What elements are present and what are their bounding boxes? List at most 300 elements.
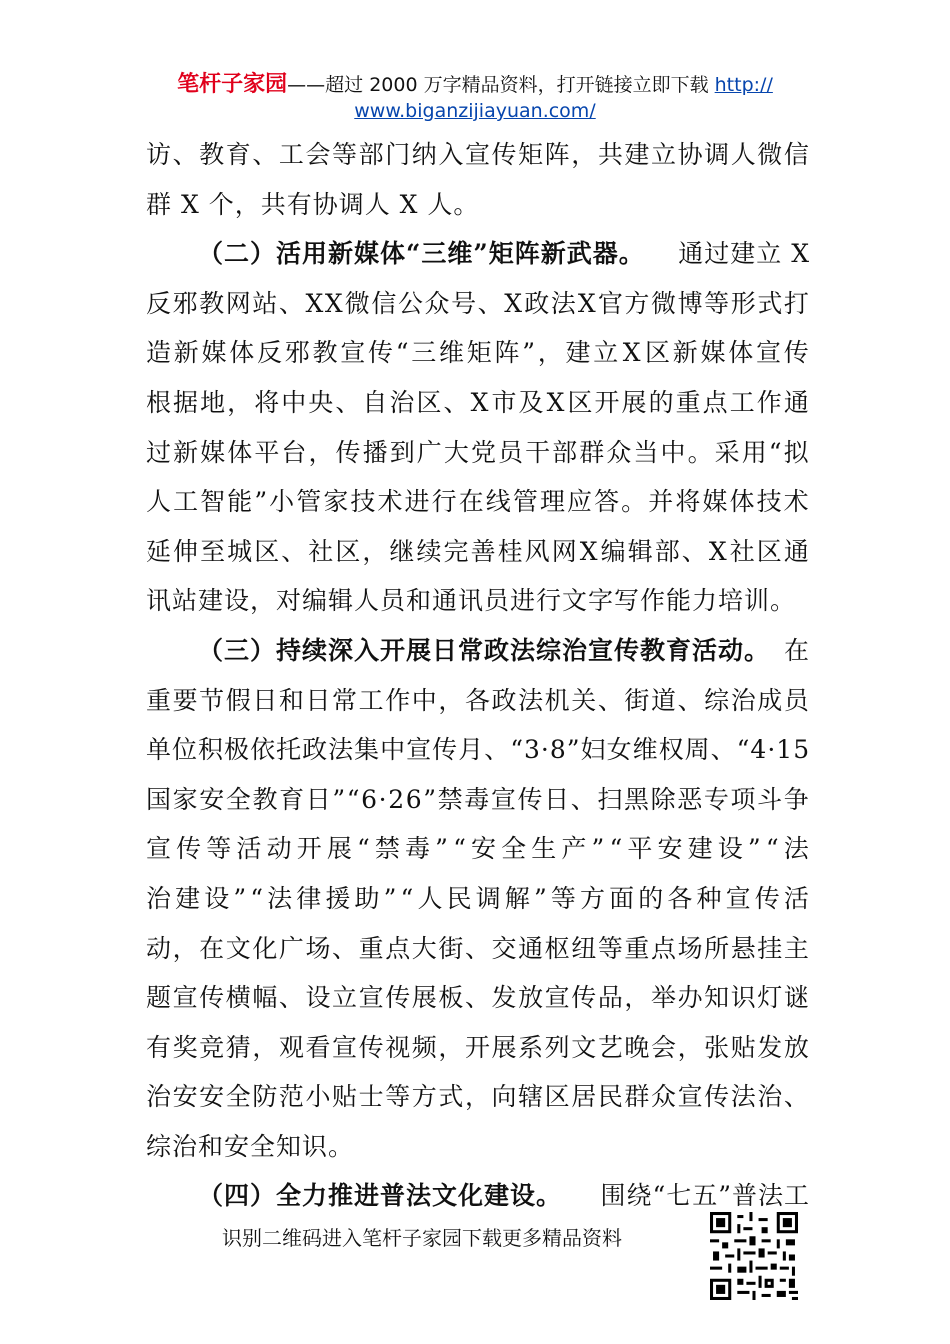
line-char: X [504, 288, 524, 318]
line-char: 工 [729, 387, 756, 417]
line-char: 在 [458, 487, 485, 517]
line-char: 各 [667, 883, 694, 913]
line-char: 看 [305, 1032, 332, 1062]
line-char: 教 [199, 140, 226, 169]
line-char: 日 [544, 784, 571, 814]
line-char: 善 [470, 536, 497, 566]
line-char: 办 [677, 983, 704, 1013]
line-char: 、 [477, 288, 504, 318]
line-char: 在 [199, 933, 226, 963]
line-char: 区 [416, 387, 443, 417]
text-line [146, 477, 810, 527]
line-char: 、 [443, 387, 470, 417]
line-char: 伸 [173, 536, 200, 566]
line-char: 协 [677, 140, 704, 169]
line-char: 术 [783, 487, 810, 517]
line-char: ” [566, 735, 581, 765]
line-char: 种 [696, 883, 723, 913]
line-char: 奖 [172, 1032, 199, 1062]
text-line [146, 576, 810, 626]
line-char: 展 [491, 1032, 518, 1062]
line-char: 门 [385, 140, 412, 169]
line-char: 作 [756, 387, 783, 417]
text-line [146, 180, 810, 230]
line-char: 文 [571, 1032, 598, 1062]
line-char: 、 [464, 933, 491, 963]
line-char: 传 [517, 784, 544, 814]
line-char: 媒 [700, 338, 727, 368]
line-char: 工 [173, 487, 200, 517]
header-link-part2[interactable]: www.biganzijiayuan.com/ [354, 100, 596, 122]
line-char: 日 [252, 685, 279, 715]
line-char: 政 [524, 288, 551, 318]
line-char: 干 [525, 437, 552, 467]
line-char: 完 [443, 536, 470, 566]
line-char: 展 [326, 834, 353, 864]
line-char: 重 [675, 387, 702, 417]
line-char: 、 [710, 735, 737, 765]
line-char: 宣 [677, 1082, 704, 1112]
line-char: 、 [335, 387, 362, 417]
line-char: 央 [308, 387, 335, 417]
line-char: 宣 [172, 983, 199, 1013]
text-line [146, 725, 810, 775]
line-char: 部 [654, 536, 681, 566]
text-line [146, 328, 810, 378]
line-char: 观 [278, 1032, 305, 1062]
line-char: 、 [484, 735, 511, 765]
line-char: 人 [417, 883, 444, 913]
line-char: 教 [252, 784, 279, 814]
line-char: 助 [354, 883, 381, 913]
line-char: 传 [385, 983, 412, 1013]
line-char: 调 [704, 140, 731, 169]
line-char: 有 [146, 1032, 173, 1062]
line-char: 桂 [497, 536, 524, 566]
line-char: 点 [702, 387, 729, 417]
line-char: 安 [172, 1082, 199, 1112]
line-char: 政 [302, 735, 329, 765]
line-char: 式 [438, 1082, 465, 1112]
line-char: 发 [757, 1032, 784, 1062]
line-char: 立 [332, 983, 359, 1013]
line-char: 信 [371, 288, 398, 318]
line-char: 专 [703, 784, 730, 814]
line-char: ” [254, 487, 269, 517]
line-char: 法 [267, 883, 294, 913]
line-char: “ [250, 883, 265, 913]
line-char: 开 [296, 834, 323, 864]
line-char: 街 [624, 685, 651, 715]
line-char: ” [747, 834, 762, 864]
line-char: 部 [552, 437, 579, 467]
line-char: 和 [278, 685, 305, 715]
line-char: 媒 [702, 487, 729, 517]
qr-code-icon[interactable] [710, 1212, 798, 1300]
line-char: 频 [411, 1032, 438, 1062]
line-char: 全 [501, 834, 528, 864]
line-char: 6 [361, 784, 379, 814]
line-char: 活 [783, 883, 810, 913]
line-char: 禁 [374, 834, 401, 864]
line-char: 能 [227, 487, 254, 517]
text-line [146, 924, 810, 974]
line-text: 讯站建设，对编辑人员和通讯员进行文字写作能力培训。 [146, 586, 797, 616]
line-char: 法 [730, 1082, 757, 1112]
line-char: 人 [730, 140, 757, 169]
line-char: 法 [518, 685, 545, 715]
line-char: ” [332, 784, 347, 814]
line-char: 据 [173, 387, 200, 417]
line-char: 安 [199, 1082, 226, 1112]
line-char: 教 [312, 338, 339, 368]
line-char: ， [464, 1082, 491, 1112]
line-char: 治 [146, 883, 173, 913]
line-char: 安 [199, 784, 226, 814]
line-char: 猜 [225, 1032, 252, 1062]
line-char: 矩 [518, 140, 545, 169]
line-char: X [622, 338, 642, 368]
line-char: ， [227, 387, 254, 417]
line-char: 根 [146, 387, 173, 417]
text-line [146, 378, 810, 428]
line-char: 、 [278, 983, 305, 1013]
text-line [146, 1023, 810, 1073]
line-char: 社 [729, 536, 756, 566]
line-char: ” [233, 883, 248, 913]
line-char: 向 [491, 1082, 518, 1112]
line-char: 板 [438, 983, 465, 1013]
line-char: 管 [296, 487, 323, 517]
line-char: 平 [254, 437, 281, 467]
line-char: 晚 [624, 1032, 651, 1062]
line-char: 区 [645, 338, 672, 368]
line-char: 宣 [406, 735, 433, 765]
line-char: 站 [252, 288, 279, 318]
line-char: 关 [571, 685, 598, 715]
line-char: 建 [624, 140, 651, 169]
line-char: 众 [424, 288, 451, 318]
line-char: 品 [597, 983, 624, 1013]
line-char: ， [308, 437, 335, 467]
line-char: 广 [278, 933, 305, 963]
line-char: 区 [254, 536, 281, 566]
line-char: 积 [198, 735, 225, 765]
document-body [146, 130, 810, 1221]
line-char: 国 [146, 784, 173, 814]
text-line [146, 279, 810, 329]
line-char: 当 [633, 437, 660, 467]
line-char: 位 [172, 735, 199, 765]
line-char: 全 [225, 1082, 252, 1112]
line-char: 视 [385, 1032, 412, 1062]
line-char: 维 [439, 338, 466, 368]
line-char: 6 [405, 784, 423, 814]
line-char: “ [356, 834, 371, 864]
line-char: 挂 [757, 933, 784, 963]
line-char: 博 [677, 288, 704, 318]
line-char: 技 [350, 487, 377, 517]
line-char: 斗 [757, 784, 784, 814]
line-char: 部 [358, 140, 385, 169]
line-char: 识 [730, 983, 757, 1013]
line-char: ， [677, 1032, 704, 1062]
line-char: 、 [464, 983, 491, 1013]
line-char: 宣 [756, 338, 783, 368]
line-char: 打 [783, 288, 810, 318]
line-char: 维 [632, 735, 659, 765]
line-char: 继 [389, 536, 416, 566]
line-char: 网 [225, 288, 252, 318]
text-line [146, 824, 810, 874]
line-char: 传 [358, 1032, 385, 1062]
line-char: · [540, 735, 550, 765]
text-line [146, 775, 810, 825]
line-char: 育 [225, 140, 252, 169]
line-char: “ [346, 784, 361, 814]
line-char: 风 [524, 536, 551, 566]
line-char: 城 [227, 536, 254, 566]
line-char: 重 [358, 933, 385, 963]
line-char: 节 [199, 685, 226, 715]
line-char: 及 [518, 387, 545, 417]
line-char: 传 [176, 834, 203, 864]
line-char: 会 [305, 140, 332, 169]
line-char: X [305, 288, 325, 318]
line-char: 建 [175, 883, 202, 913]
line-char: 展 [411, 983, 438, 1013]
line-char: 区 [756, 536, 783, 566]
line-char: 会 [650, 1032, 677, 1062]
line-char: 众 [650, 1082, 677, 1112]
line-char: 宣 [358, 983, 385, 1013]
line-text: 综治和安全知识。 [146, 1131, 355, 1161]
line-char: 公 [397, 288, 424, 318]
line-char: 托 [276, 735, 303, 765]
line-char: 大 [411, 933, 438, 963]
line-char: 等 [704, 288, 731, 318]
line-char: 地 [200, 387, 227, 417]
line-char: 悬 [730, 933, 757, 963]
line-char: 范 [278, 1082, 305, 1112]
line-char: 动 [266, 834, 293, 864]
line-char: 微 [344, 288, 371, 318]
line-char: 中 [411, 685, 438, 715]
line-char: 社 [308, 536, 335, 566]
line-char: 续 [416, 536, 443, 566]
line-char: 建 [687, 834, 714, 864]
line-char: 辑 [627, 536, 654, 566]
line-char: 街 [438, 933, 465, 963]
line-char: 三 [411, 338, 438, 368]
line-char: ， [172, 933, 199, 963]
line-char: 安 [470, 834, 497, 864]
line-char: 将 [675, 487, 702, 517]
line-char: 矩 [466, 338, 493, 368]
text-line [146, 130, 810, 180]
line-char: 纳 [411, 140, 438, 169]
line-char: ” [591, 834, 606, 864]
text-line [146, 676, 810, 726]
line-char: 阵 [494, 338, 521, 368]
line-char: ” [383, 883, 398, 913]
line-char: 争 [783, 784, 810, 814]
line-char: 家 [172, 784, 199, 814]
line-char: · [767, 735, 777, 765]
line-char: 重 [146, 685, 173, 715]
line-char: 造 [146, 338, 173, 368]
line-char: 调 [475, 883, 502, 913]
line-char: 发 [491, 983, 518, 1013]
line-char: 3 [524, 735, 541, 765]
line-char: “ [395, 338, 410, 368]
line-char: 微 [651, 288, 678, 318]
line-char: 工 [358, 685, 385, 715]
line-char: 、 [281, 536, 308, 566]
line-char: 法 [550, 288, 577, 318]
line-char: 、 [278, 288, 305, 318]
line-char: 贴 [730, 1032, 757, 1062]
line-char: 场 [677, 933, 704, 963]
line-char: 月 [458, 735, 485, 765]
line-text: 群 X 个，共有协调人 X 人。 [146, 189, 480, 219]
line-char: 竞 [199, 1032, 226, 1062]
line-char: 新 [173, 437, 200, 467]
text-line [146, 428, 810, 478]
line-char: 4 [750, 735, 768, 765]
line-char: 体 [227, 437, 254, 467]
line-char: 的 [638, 883, 665, 913]
section-heading: （三）持续深入开展日常政法综治宣传教育活动。 [198, 635, 771, 665]
line-char: 用 [741, 437, 768, 467]
line-char: 展 [621, 387, 648, 417]
line-char: 的 [648, 387, 675, 417]
line-char: 采 [714, 437, 741, 467]
line-char: 项 [730, 784, 757, 814]
line-char: 区 [544, 1082, 571, 1112]
line-char: ， [537, 338, 564, 368]
line-char: 方 [579, 883, 606, 913]
line-char: 传 [783, 338, 810, 368]
line-char: 依 [250, 735, 277, 765]
line-char: 体 [229, 338, 256, 368]
line-char: 群 [624, 1082, 651, 1112]
line-char: 设 [717, 834, 744, 864]
line-char: 8 [549, 735, 567, 765]
line-char: 家 [323, 487, 350, 517]
line-char: 等 [332, 140, 359, 169]
line-char: 访 [146, 140, 173, 169]
line-char: 传 [335, 437, 362, 467]
line-char: “ [768, 437, 783, 467]
line-char: 系 [518, 1032, 545, 1062]
line-char: 编 [600, 536, 627, 566]
line-char: 至 [200, 536, 227, 566]
line-char: 工 [278, 140, 305, 169]
line-char: ” [522, 338, 537, 368]
line-char: 妇 [580, 735, 607, 765]
line-char: 民 [597, 1082, 624, 1112]
line-char: 、 [783, 1082, 810, 1112]
line-char: ， [252, 1032, 279, 1062]
line-char: 众 [606, 437, 633, 467]
line-char: 面 [609, 883, 636, 913]
line-char: 2 [388, 784, 406, 814]
line-char: 解 [504, 883, 531, 913]
line-text: 通过建立 X [678, 239, 810, 269]
line-char: 居 [571, 1082, 598, 1112]
line-char: 媒 [200, 437, 227, 467]
line-text: 围绕“七五”普法工 [600, 1181, 810, 1211]
line-char: 毒 [405, 834, 432, 864]
line-char: 信 [783, 140, 810, 169]
line-char: 宣 [340, 338, 367, 368]
line-char: 小 [269, 487, 296, 517]
line-char: 作 [385, 685, 412, 715]
line-char: 单 [146, 735, 173, 765]
line-char: 列 [544, 1032, 571, 1062]
line-char: 技 [756, 487, 783, 517]
line-char: 等 [597, 933, 624, 963]
line-char: 反 [146, 288, 173, 318]
line-char: 党 [470, 437, 497, 467]
line-char: 黑 [624, 784, 651, 814]
line-char: 通 [783, 536, 810, 566]
line-char: 辖 [518, 1082, 545, 1112]
line-char: 新 [173, 338, 200, 368]
line-char: 管 [512, 487, 539, 517]
text-line [146, 1072, 810, 1122]
line-char: 5 [793, 735, 811, 765]
line-char: 成 [757, 685, 784, 715]
line-char: ， [571, 140, 598, 169]
line-char: 灯 [757, 983, 784, 1013]
line-char: X [579, 536, 599, 566]
line-char: 反 [257, 338, 284, 368]
line-char: 、 [332, 933, 359, 963]
header-link-part1[interactable]: http:// [714, 74, 773, 96]
line-char: 常 [332, 685, 359, 715]
line-char: 宣 [725, 883, 752, 913]
text-line [146, 229, 810, 279]
line-char: 宣 [544, 983, 571, 1013]
line-char: 理 [539, 487, 566, 517]
line-char: 市 [491, 387, 518, 417]
line-char: 媒 [201, 338, 228, 368]
line-char: 艺 [597, 1032, 624, 1062]
line-char: 法 [783, 834, 810, 864]
line-char: 等 [206, 834, 233, 864]
line-char: 官 [597, 288, 624, 318]
line-char: 、 [681, 536, 708, 566]
line-char: 治 [389, 387, 416, 417]
line-char: 自 [362, 387, 389, 417]
line-char: 微 [757, 140, 784, 169]
line-char: 律 [296, 883, 323, 913]
line-char: 中 [380, 735, 407, 765]
line-char: 邪 [172, 288, 199, 318]
line-char: 区 [567, 387, 594, 417]
line-char: 网 [551, 536, 578, 566]
line-char: 播 [362, 437, 389, 467]
line-char: 张 [704, 1032, 731, 1062]
line-char: 术 [377, 487, 404, 517]
line-char: 线 [485, 487, 512, 517]
line-char: X [577, 288, 597, 318]
brand-name: 笔杆子家园 [177, 72, 288, 97]
line-char: “ [765, 834, 780, 864]
line-char: 开 [464, 1032, 491, 1062]
